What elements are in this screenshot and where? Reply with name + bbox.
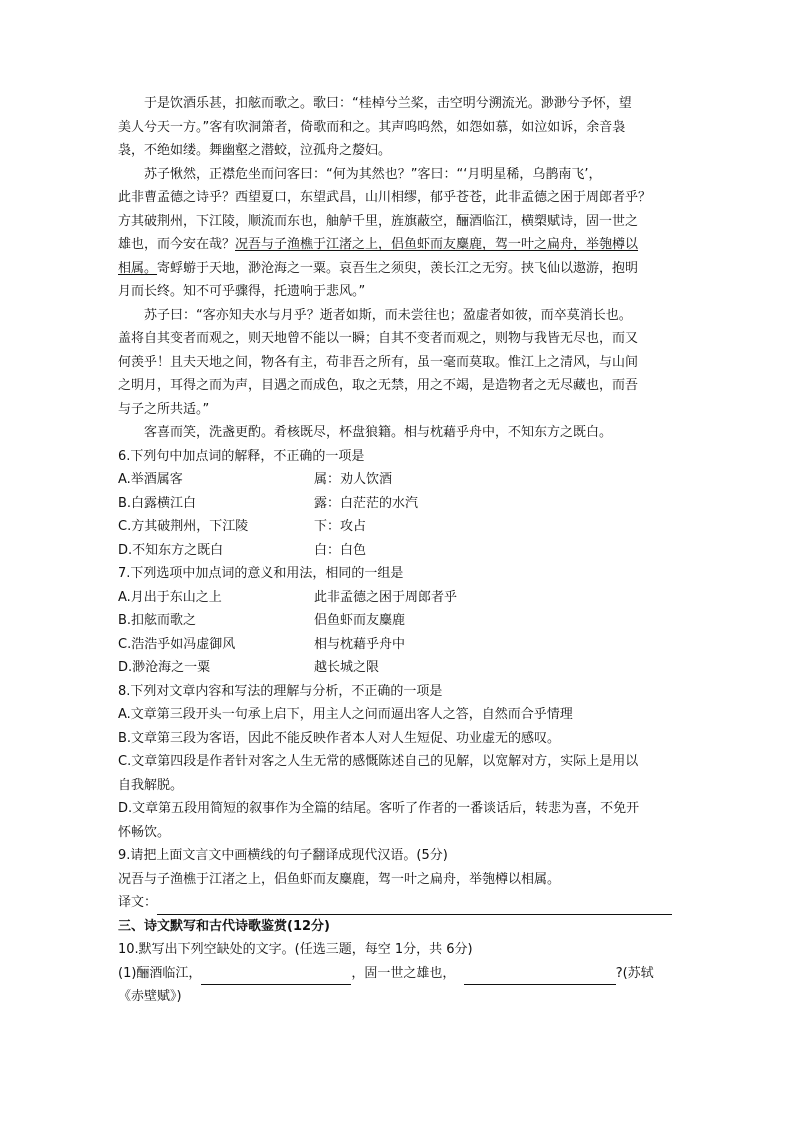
passage-line: 盖将自其变者而观之，则天地曾不能以一瞬；自其不变者而观之，则物与我皆无尽也，而又 bbox=[118, 331, 639, 346]
option-left: B.白露横江白 bbox=[118, 495, 197, 511]
exam-page bbox=[118, 92, 678, 1009]
option-right: 白：白色 bbox=[314, 542, 367, 558]
passage-line: 苏子曰：“客亦知夫水与月乎？逝者如斯，而未尝往也；盈虚者如彼，而卒莫消长也。 bbox=[144, 307, 632, 323]
passage-line: 与子之所共适。” bbox=[118, 401, 210, 417]
option-left: A.举酒属客 bbox=[118, 472, 183, 487]
passage-line: 何羡乎！且夫天地之间，物各有主，苟非吾之所有，虽一毫而莫取。惟江上之清风，与山间 bbox=[118, 354, 639, 370]
option-left: A.月出于东山之上 bbox=[118, 589, 222, 605]
question-6-stem: 6.下列句中加点词的解释，不正确的一项是 bbox=[118, 448, 365, 464]
option-right: 属：劝人饮酒 bbox=[314, 472, 393, 487]
option-right: 越长城之限 bbox=[314, 660, 380, 675]
option-right: 露：白茫茫的水汽 bbox=[314, 495, 419, 511]
passage-line: 此非曹孟德之诗乎？西望夏口，东望武昌，山川相缪，郁乎苍苍，此非孟德之困于周郎者乎？ bbox=[118, 190, 652, 205]
q6-option-c[interactable] bbox=[118, 515, 678, 539]
q7-option-c[interactable] bbox=[118, 633, 678, 657]
q7-option-d[interactable] bbox=[118, 656, 678, 680]
underlined-sentence-end: 相属。 bbox=[118, 260, 158, 276]
option-right: 此非孟德之困于周郎者乎 bbox=[314, 589, 458, 605]
option-right: 相与枕藉乎舟中 bbox=[314, 636, 406, 652]
fill-blank-1[interactable] bbox=[201, 969, 351, 985]
question-9-stem: 9.请把上面文言文中画横线的句子翻译成现代汉语。(5分) bbox=[118, 848, 448, 863]
passage-text: 雄也，而今安在哉？ bbox=[118, 237, 236, 252]
q7-option-b[interactable] bbox=[118, 609, 678, 633]
translation-answer-line[interactable] bbox=[157, 899, 672, 915]
q8-option-c[interactable]: C.文章第四段是作者针对客之人生无常的感慨陈述自己的见解，以宽解对方，实际上是用以 bbox=[118, 754, 639, 769]
q9-answer-row bbox=[118, 891, 678, 915]
passage-line: 苏子愀然，正襟危坐而问客曰：“何为其然也？”客曰：“‘月明星稀，乌鹊南飞’， bbox=[144, 166, 602, 182]
option-left: D.渺沧海之一粟 bbox=[118, 660, 211, 675]
passage-line: 美人兮天一方。”客有吹洞箫者，倚歌而和之。其声呜呜然，如怨如慕，如泣如诉，余音袅 bbox=[118, 119, 626, 135]
option-right: 侣鱼虾而友麋鹿 bbox=[314, 613, 406, 628]
q9-sentence: 况吾与子渔樵于江渚之上，侣鱼虾而友麋鹿，驾一叶之扁舟，举匏樽以相属。 bbox=[118, 871, 561, 887]
passage-line: 之明月，耳得之而为声，目遇之而成色，取之无禁，用之不竭，是造物者之无尽藏也，而吾 bbox=[118, 378, 639, 393]
q10-text-b: ，固一世之雄也， bbox=[351, 965, 456, 981]
q8-option-a[interactable]: A.文章第三段开头一句承上启下，用主人之问而逼出客人之答，自然而合乎情理 bbox=[118, 707, 573, 722]
option-right: 下：攻占 bbox=[314, 519, 367, 534]
option-left: D.不知东方之既白 bbox=[118, 542, 224, 558]
passage-line: 袅，不绝如缕。舞幽壑之潜蛟，泣孤舟之嫠妇。 bbox=[118, 143, 392, 158]
passage-line: 于是饮酒乐甚，扣舷而歌之。歌曰：“桂棹兮兰桨，击空明兮溯流光。渺渺兮予怀，望 bbox=[144, 96, 632, 111]
option-left: B.扣舷而歌之 bbox=[118, 613, 197, 628]
passage-line: 客喜而笑，洗盏更酌。肴核既尽，杯盘狼籍。相与枕藉乎舟中，不知东方之既白。 bbox=[144, 425, 613, 440]
underlined-sentence: 况吾与子渔樵于江渚之上，侣鱼虾而友麋鹿，驾一叶之扁舟，举匏樽以 bbox=[235, 237, 639, 252]
q10-line-1 bbox=[118, 962, 678, 986]
question-7-stem: 7.下列选项中加点词的意义和用法，相同的一组是 bbox=[118, 566, 404, 581]
passage-line bbox=[118, 233, 678, 257]
q8-option-c-cont: 自我解脱。 bbox=[118, 777, 184, 793]
question-8-stem: 8.下列对文章内容和写法的理解与分析，不正确的一项是 bbox=[118, 683, 443, 699]
fill-blank-2[interactable] bbox=[464, 969, 616, 985]
q6-option-a[interactable] bbox=[118, 468, 678, 492]
q10-text-c: ?(苏轼 bbox=[615, 965, 654, 981]
translation-label: 译文： bbox=[118, 895, 158, 910]
q6-option-d[interactable] bbox=[118, 539, 678, 563]
passage-text: 寄蜉蝣于天地，渺沧海之一粟。哀吾生之须臾，羡长江之无穷。挟飞仙以遨游，抱明 bbox=[157, 260, 639, 276]
passage-line: 月而长终。知不可乎骤得，托遗响于悲风。” bbox=[118, 284, 366, 299]
passage-line: 方其破荆州，下江陵，顺流而东也，舳舻千里，旌旗蔽空，酾酒临江，横槊赋诗，固一世之 bbox=[118, 213, 639, 229]
q8-option-d-cont: 怀畅饮。 bbox=[118, 824, 171, 840]
passage-line bbox=[118, 257, 678, 281]
section-3-heading: 三、诗文默写和古代诗歌鉴赏(12分) bbox=[118, 918, 330, 934]
option-left: C.方其破荆州，下江陵 bbox=[118, 519, 249, 534]
q10-text-a: (1)酾酒临江， bbox=[118, 965, 202, 981]
option-left: C.浩浩乎如冯虚御风 bbox=[118, 636, 236, 652]
q7-option-a[interactable] bbox=[118, 586, 678, 610]
question-10-stem: 10.默写出下列空缺处的文字。(任选三题，每空 1分，共 6分) bbox=[118, 942, 473, 957]
q10-line-2: 《赤壁赋》) bbox=[118, 989, 182, 1004]
q8-option-d[interactable]: D.文章第五段用简短的叙事作为全篇的结尾。客听了作者的一番谈话后，转悲为喜，不免开 bbox=[118, 801, 640, 816]
q6-option-b[interactable] bbox=[118, 492, 678, 516]
q8-option-b[interactable]: B.文章第三段为客语，因此不能反映作者本人对人生短促、功业虚无的感叹。 bbox=[118, 730, 561, 746]
